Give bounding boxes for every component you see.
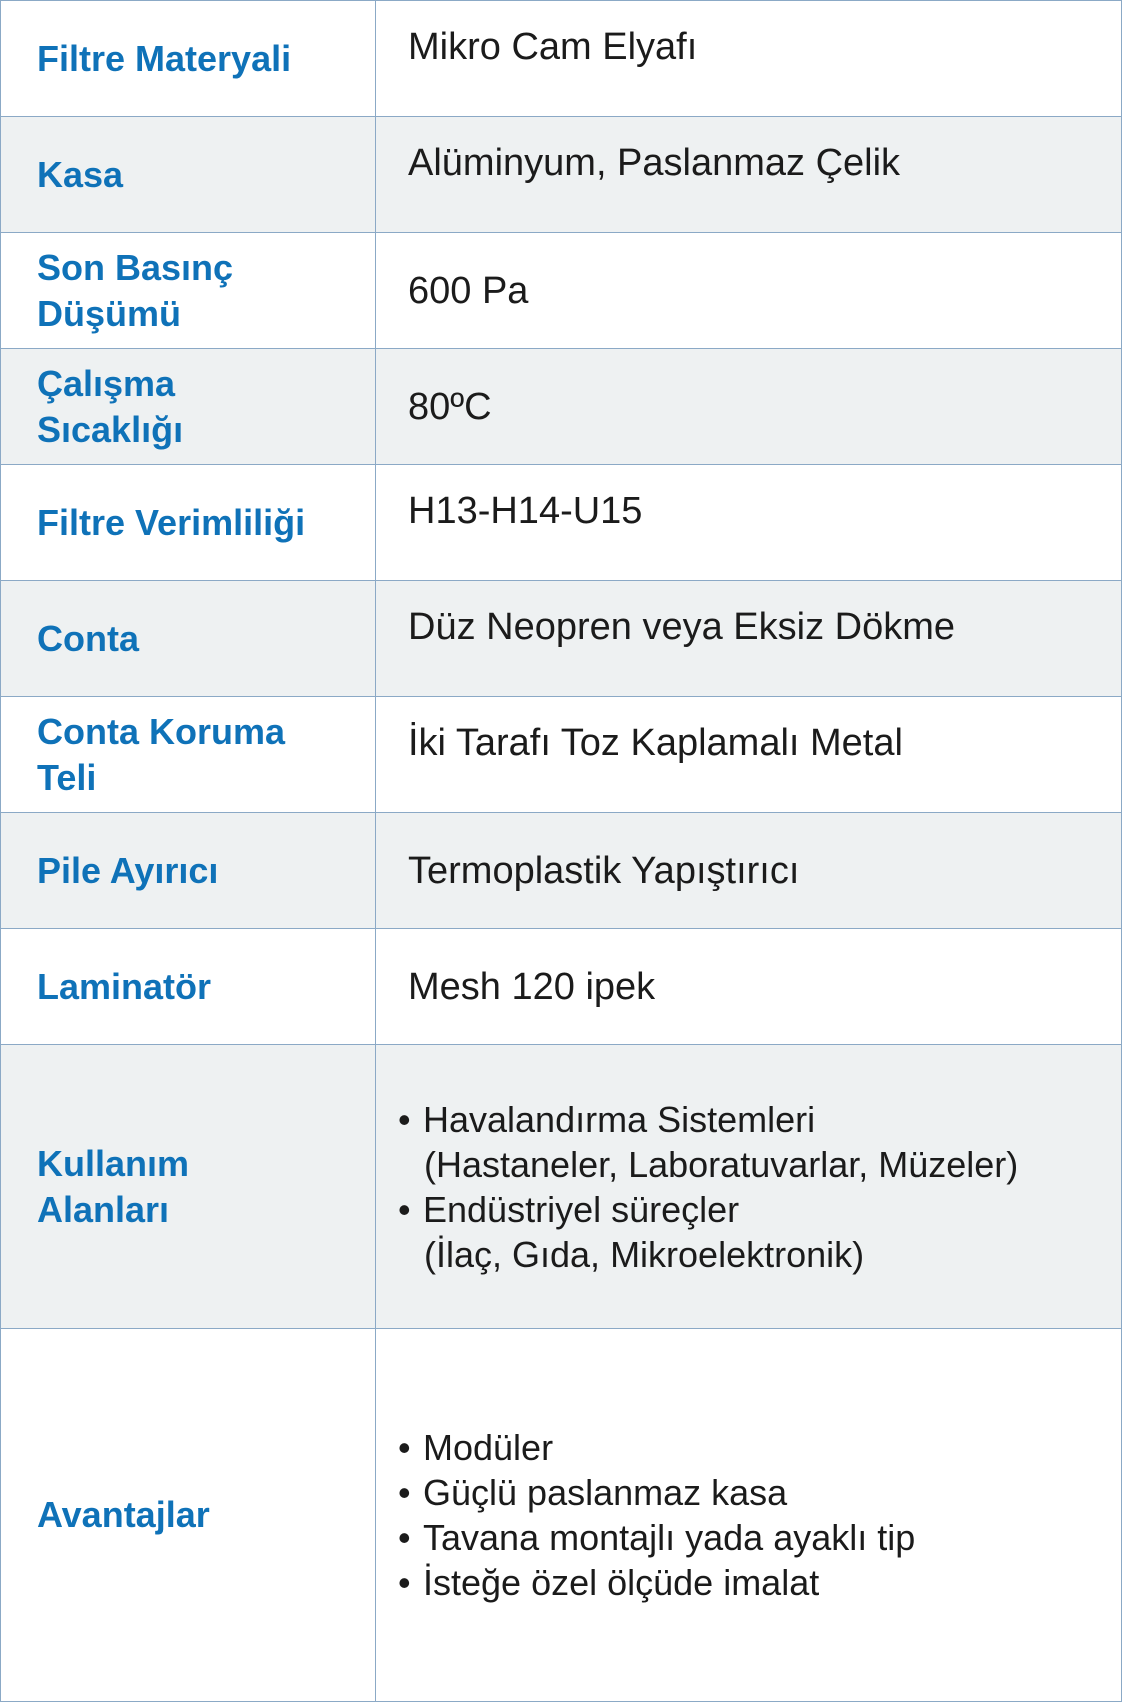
spec-label: Pile Ayırıcı: [37, 849, 219, 891]
spec-row-filter-material: [1, 1, 1122, 117]
usage-item-detail: (İlaç, Gıda, Mikroelektronik): [424, 1233, 865, 1275]
spec-label: Filtre Materyali: [37, 37, 292, 79]
list-item: • Tavana montajlı yada ayaklı tip: [398, 1515, 1121, 1560]
spec-value: Alüminyum, Paslanmaz Çelik: [408, 141, 901, 184]
spec-value: 600 Pa: [408, 269, 529, 312]
spec-row-advantages: [1, 1329, 1122, 1702]
spec-value: 80ºC: [408, 385, 492, 428]
list-item: [398, 1187, 1121, 1277]
usage-item-main: Havalandırma Sistemleri: [423, 1098, 816, 1140]
spec-label: Conta: [37, 617, 139, 659]
spec-row-laminator: [1, 929, 1122, 1045]
list-item: • İsteğe özel ölçüde imalat: [398, 1560, 1121, 1605]
spec-row-pleat-separator: [1, 813, 1122, 929]
usage-list: [376, 1097, 1121, 1277]
spec-label: Filtre Verimliliği: [37, 501, 306, 543]
list-item: • Güçlü paslanmaz kasa: [398, 1470, 1121, 1515]
list-item: • Modüler: [398, 1425, 1121, 1470]
spec-label: Son Basınç Düşümü: [37, 246, 234, 334]
spec-label: Kullanım Alanları: [37, 1142, 190, 1230]
list-item: [398, 1097, 1121, 1187]
spec-row-usage-areas: [1, 1045, 1122, 1329]
spec-label: Avantajlar: [37, 1494, 210, 1535]
spec-value: Termoplastik Yapıştırıcı: [408, 849, 800, 892]
usage-item-detail: (Hastaneler, Laboratuvarlar, Müzeler): [424, 1143, 1019, 1185]
spec-row-casing: [1, 117, 1122, 233]
advantages-list: [376, 1425, 1121, 1605]
spec-value: H13-H14-U15: [408, 489, 643, 532]
spec-row-gasket-guard-wire: [1, 697, 1122, 813]
spec-label: Çalışma Sıcaklığı: [37, 362, 184, 450]
usage-item-main: Endüstriyel süreçler: [423, 1188, 740, 1230]
spec-row-operating-temperature: [1, 349, 1122, 465]
spec-label: Conta Koruma Teli: [37, 710, 286, 798]
spec-label: Kasa: [37, 153, 124, 195]
spec-value: İki Tarafı Toz Kaplamalı Metal: [408, 721, 903, 764]
spec-row-final-pressure-drop: [1, 233, 1122, 349]
spec-row-filter-efficiency: [1, 465, 1122, 581]
spec-label: Laminatör: [37, 965, 212, 1007]
spec-row-gasket: [1, 581, 1122, 697]
spec-value: Mesh 120 ipek: [408, 965, 656, 1008]
spec-value: Düz Neopren veya Eksiz Dökme: [408, 605, 955, 648]
spec-value: Mikro Cam Elyafı: [408, 25, 698, 68]
